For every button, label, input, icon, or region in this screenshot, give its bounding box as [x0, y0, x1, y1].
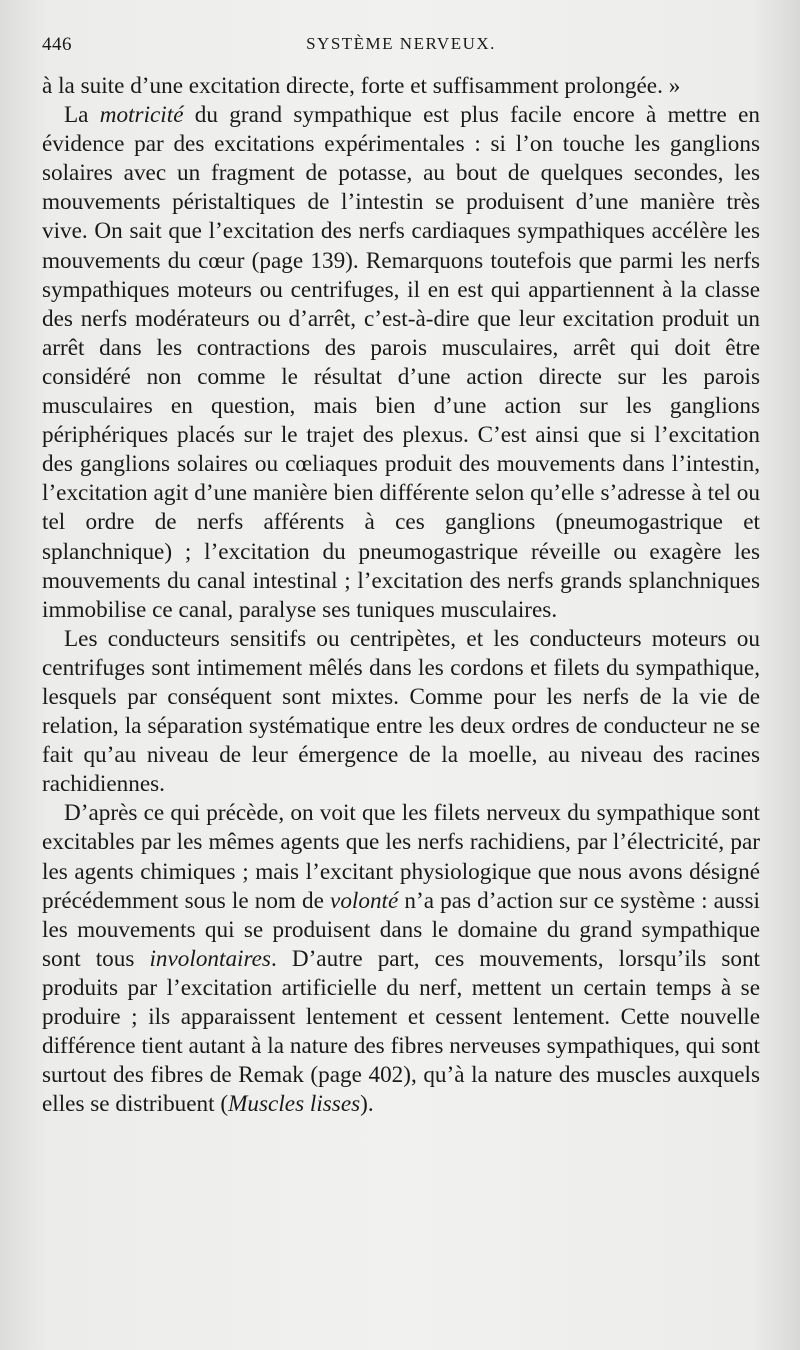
italic-term: motricité — [99, 102, 184, 129]
text-segment: Les conducteurs sensitifs ou centripètes, et les conducteurs moteurs ou centrifuges sont intimement mêlés dans les cordons et filets du sympathique, lesquels par conséquent sont mixtes. Comme pour les nerfs de la vie de relation, la séparation systématique entre les deux ordres de conducteur ne se fait qu’au niveau de leur émergence de la moelle, au niveau des racines rachidiennes. — [42, 625, 760, 798]
italic-term: involontaires — [149, 945, 271, 972]
page-number: 446 — [42, 34, 72, 55]
text-segment: La — [64, 102, 100, 129]
text-segment: D’après ce qui précède, on voit que les filets nerveux du sympathique sont excitables par les mêmes agents que les nerfs rachidiens, par l’électricité, par les agents chimiques ; mais l’excitant physiologique que nous avons désigné précédemment sous le nom de — [42, 800, 760, 914]
paragraph-continuation — [42, 72, 760, 101]
text-segment: du grand sympathique est plus facile encore à mettre en évidence par des excitations expérimentales : si l’on touche les ganglions solaires avec un fragment de potasse, au bout de quelques secondes, les mouvements péristaltiques de l’intestin se produisent d’une manière très vive. On sait que l’excitation des nerfs cardiaques sympathiques accélère les mouvements du cœur (page 139). Remarquons toutefois que parmi les nerfs sympathiques moteurs ou centrifuges, il en est qui appartiennent à la classe des nerfs modérateurs ou d’arrêt, c’est-à-dire que leur excitation produit un arrêt dans les contractions des parois musculaires, arrêt qui doit être considéré non comme le résultat d’une action directe sur les parois musculaires en question, mais bien d’une action sur les ganglions périphériques placés sur le trajet des plexus. C’est ainsi que si l’excitation des ganglions solaires ou cœliaques produit des mouvements dans l’intestin, l’excitation agit d’une manière bien différente selon qu’elle s’adresse à tel ou tel ordre de nerfs afférents à ces ganglions (pneumogastrique et splanchnique) ; l’excitation du pneumogastrique réveille ou exagère les mouvements du canal intestinal ; l’excitation des nerfs grands splanchniques immobilise ce canal, paralyse ses tuniques musculaires. — [42, 102, 760, 623]
page-header — [42, 34, 760, 72]
running-title: SYSTÈME NERVEUX. — [306, 34, 496, 53]
text-segment: n’a pas d’action sur ce système : aussi les mouvements qui se produisent dans le domaine du grand sympathique sont tous — [42, 887, 760, 972]
text-segment: . D’autre part, ces mouvements, lorsqu’ils sont produits par l’excitation artificielle du nerf, mettent un certain temps à se produire ; ils apparaissent lentement et cessent lentement. Cette nouvelle différence tient autant à la nature des fibres nerveuses sympathiques, qui sont surtout des fibres de Remak (page 402), qu’à la nature des muscles auxquels elles se distribuent ( — [42, 945, 760, 1118]
body-text — [42, 72, 760, 1119]
text-segment: à la suite d’une excitation directe, forte et suffisamment prolongée. » — [42, 73, 681, 99]
italic-term: volonté — [330, 887, 399, 914]
italic-term: Muscles lisses — [228, 1091, 361, 1118]
paragraph-excitabilite — [42, 799, 760, 1119]
paragraph-motricite — [42, 101, 760, 625]
text-segment: ). — [360, 1091, 374, 1118]
paragraph-conducteurs — [42, 625, 760, 800]
